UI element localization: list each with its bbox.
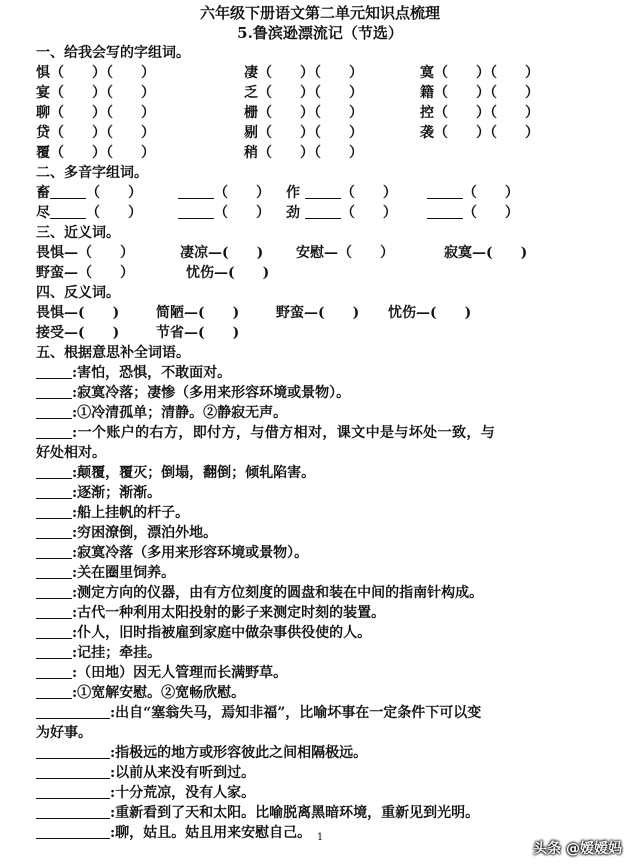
definition-text: :寂寞冷落；凄惨（多用来形容环境或景物）。: [72, 385, 351, 401]
page-title: 六年级下册语文第二单元知识点梳理: [199, 4, 440, 22]
answer-blank[interactable]: [36, 364, 72, 379]
antonym-item: 忧伤—( ): [388, 305, 472, 321]
char-label: 栅: [244, 105, 258, 121]
char-cell: 宴（ ）（ ）: [36, 85, 155, 101]
definition-text: :以前从来没有听到过。: [110, 765, 256, 781]
definition-item: [36, 424, 495, 442]
definition-item: [36, 544, 308, 562]
section-2-heading: 二、多音字组词。: [36, 165, 148, 181]
answer-blank[interactable]: [36, 584, 72, 599]
definition-text: :寂寞冷落（多用来形容环境或景物）。: [72, 545, 309, 561]
definition-text: :重新看到了天和太阳。比喻脱离黑暗环境，重新见到光明。: [110, 805, 480, 821]
synonym-item: 凄凉—( ): [180, 245, 264, 261]
answer-blank[interactable]: [36, 464, 72, 479]
char-cell: 籍（ ）（ ）: [420, 85, 539, 101]
char-label: 稍: [244, 145, 258, 161]
definition-item: [36, 704, 481, 722]
definition-item: [36, 504, 189, 522]
answer-blank[interactable]: [36, 624, 72, 639]
definition-text: :穷困潦倒，漂泊外地。: [72, 525, 218, 541]
definition-item: [36, 784, 255, 802]
char-cell: 惧（ ）（ ）: [36, 65, 155, 81]
polyphone-char: 尽: [36, 205, 50, 221]
synonym-item: 寂寞—( ): [444, 245, 528, 261]
answer-blank[interactable]: [36, 384, 72, 399]
definition-item: [36, 364, 231, 382]
definition-text: :出自“塞翁失马，焉知非福”，比喻坏事在一定条件下可以变: [110, 705, 482, 721]
definition-text: :（田地）因无人管理而长满野草。: [72, 665, 288, 681]
antonym-item: 节省—( ): [156, 325, 240, 341]
section-5-heading: 五、根据意思补全词语。: [36, 345, 190, 361]
definition-item: [36, 484, 161, 502]
char-label: 袭: [420, 125, 434, 141]
char-label: 凄: [244, 65, 258, 81]
answer-blank[interactable]: [36, 744, 110, 759]
definition-text: :船上挂帆的杆子。: [72, 505, 190, 521]
answer-blank[interactable]: [427, 184, 463, 199]
char-label: 籍: [420, 85, 434, 101]
char-cell: 覆（ ）（ ）: [36, 145, 155, 161]
answer-blank[interactable]: [36, 484, 72, 499]
answer-blank[interactable]: [36, 764, 110, 779]
definition-item: [36, 584, 483, 602]
char-cell: 剔（ ）（ ）: [244, 125, 363, 141]
synonym-item: 野蛮—（ ）: [36, 265, 134, 281]
polyphone-char: 作: [286, 185, 300, 201]
definition-continuation: 为好事。: [36, 725, 92, 741]
polyphone-char: 畜: [36, 185, 50, 201]
definition-text: :①宽解安慰。②宽畅欣慰。: [72, 685, 246, 701]
char-cell: 贷（ ）（ ）: [36, 125, 155, 141]
char-label: 剔: [244, 125, 258, 141]
antonym-item: 畏惧—( ): [36, 305, 120, 321]
definition-text: :十分荒凉，没有人家。: [110, 785, 256, 801]
char-cell: 凄（ ）（ ）: [244, 65, 363, 81]
char-label: 寞: [420, 65, 434, 81]
definition-item: [36, 764, 255, 782]
definition-item: [36, 644, 161, 662]
answer-blank[interactable]: [36, 804, 110, 819]
char-cell: 控（ ）（ ）: [420, 105, 539, 121]
answer-blank[interactable]: [36, 504, 72, 519]
char-cell: 聊（ ）（ ）: [36, 105, 155, 121]
definition-item: [36, 564, 175, 582]
definition-item: [36, 744, 367, 762]
synonym-item: 忧伤—( ): [186, 265, 270, 281]
definition-text: :一个账户的右方，即付方，与借方相对，课文中是与坏处一致，与: [72, 425, 496, 441]
char-label: 贷: [36, 125, 50, 141]
antonym-item: 野蛮—( ): [276, 305, 360, 321]
synonym-item: 安慰—（ ）: [296, 245, 394, 261]
polyphone-row-2: 尽 （ ） （ ） 劲 （ ） （ ）: [36, 205, 519, 221]
section-1-heading: 一、给我会写的字组词。: [36, 45, 190, 61]
char-label: 覆: [36, 145, 50, 161]
polyphone-row-1: 畜 （ ） （ ） 作 （ ） （ ）: [36, 185, 519, 201]
page-number: 1: [316, 832, 324, 843]
answer-blank[interactable]: [50, 204, 86, 219]
section-3-heading: 三、近义词。: [36, 225, 120, 241]
answer-blank[interactable]: [305, 204, 341, 219]
definition-text: :仆人，旧时指被雇到家庭中做杂事供役使的人。: [72, 625, 372, 641]
answer-blank[interactable]: [36, 404, 72, 419]
answer-blank[interactable]: [36, 684, 72, 699]
char-label: 宴: [36, 85, 50, 101]
definition-item: [36, 664, 287, 682]
polyphone-char: 劲: [286, 205, 300, 221]
antonym-item: 接受—( ): [36, 325, 120, 341]
char-cell: 寞（ ）（ ）: [420, 65, 539, 81]
definition-text: :逐渐；渐渐。: [72, 485, 162, 501]
definition-item: [36, 524, 217, 542]
definition-item: [36, 404, 287, 422]
answer-blank[interactable]: [36, 784, 110, 799]
answer-blank[interactable]: [178, 184, 214, 199]
definition-text: :古代一种利用太阳投射的影子来测定时刻的装置。: [72, 605, 386, 621]
answer-blank[interactable]: [36, 524, 72, 539]
definition-item: [36, 624, 371, 642]
definition-item: [36, 384, 350, 402]
answer-blank[interactable]: [36, 604, 72, 619]
answer-blank[interactable]: [36, 424, 72, 439]
answer-blank[interactable]: [36, 644, 72, 659]
answer-blank[interactable]: [427, 204, 463, 219]
definition-item: [36, 464, 315, 482]
answer-blank[interactable]: [36, 544, 72, 559]
char-label: 聊: [36, 105, 50, 121]
answer-blank[interactable]: [305, 184, 341, 199]
definition-item: [36, 684, 245, 702]
definition-text: :指极远的地方或形容彼此之间相隔极远。: [110, 745, 368, 761]
synonym-item: 畏惧—（ ）: [36, 245, 134, 261]
lesson-subtitle: 5.鲁滨逊漂流记（节选）: [237, 24, 403, 42]
char-cell: 栅（ ）（ ）: [244, 105, 363, 121]
definition-item: [36, 604, 385, 622]
char-cell: 袭（ ）（ ）: [420, 125, 539, 141]
definition-item: [36, 804, 479, 822]
answer-blank[interactable]: [36, 704, 110, 719]
definition-text: :聊，姑且。姑且用来安慰自己。: [110, 825, 312, 841]
char-label: 惧: [36, 65, 50, 81]
answer-blank[interactable]: [36, 664, 72, 679]
watermark: 头条 @嫒嫒妈: [533, 841, 622, 857]
definition-text: :记挂；牵挂。: [72, 645, 162, 661]
section-4-heading: 四、反义词。: [36, 285, 120, 301]
char-cell: 稍（ ）（ ）: [244, 145, 363, 161]
char-label: 控: [420, 105, 434, 121]
definition-text: :害怕，恐惧，不敢面对。: [72, 365, 232, 381]
antonym-item: 简陋—( ): [156, 305, 240, 321]
definition-continuation: 好处相对。: [36, 445, 106, 461]
answer-blank[interactable]: [36, 564, 72, 579]
definition-text: :颠覆，覆灭；倒塌，翻倒；倾轧陷害。: [72, 465, 316, 481]
definition-text: :关在圈里饲养。: [72, 565, 176, 581]
char-cell: 乏（ ）（ ）: [244, 85, 363, 101]
definition-text: :测定方向的仪器，由有方位刻度的圆盘和装在中间的指南针构成。: [72, 585, 484, 601]
answer-blank[interactable]: [50, 184, 86, 199]
answer-blank[interactable]: [178, 204, 214, 219]
definition-text: :①冷清孤单；清静。②静寂无声。: [72, 405, 288, 421]
char-label: 乏: [244, 85, 258, 101]
